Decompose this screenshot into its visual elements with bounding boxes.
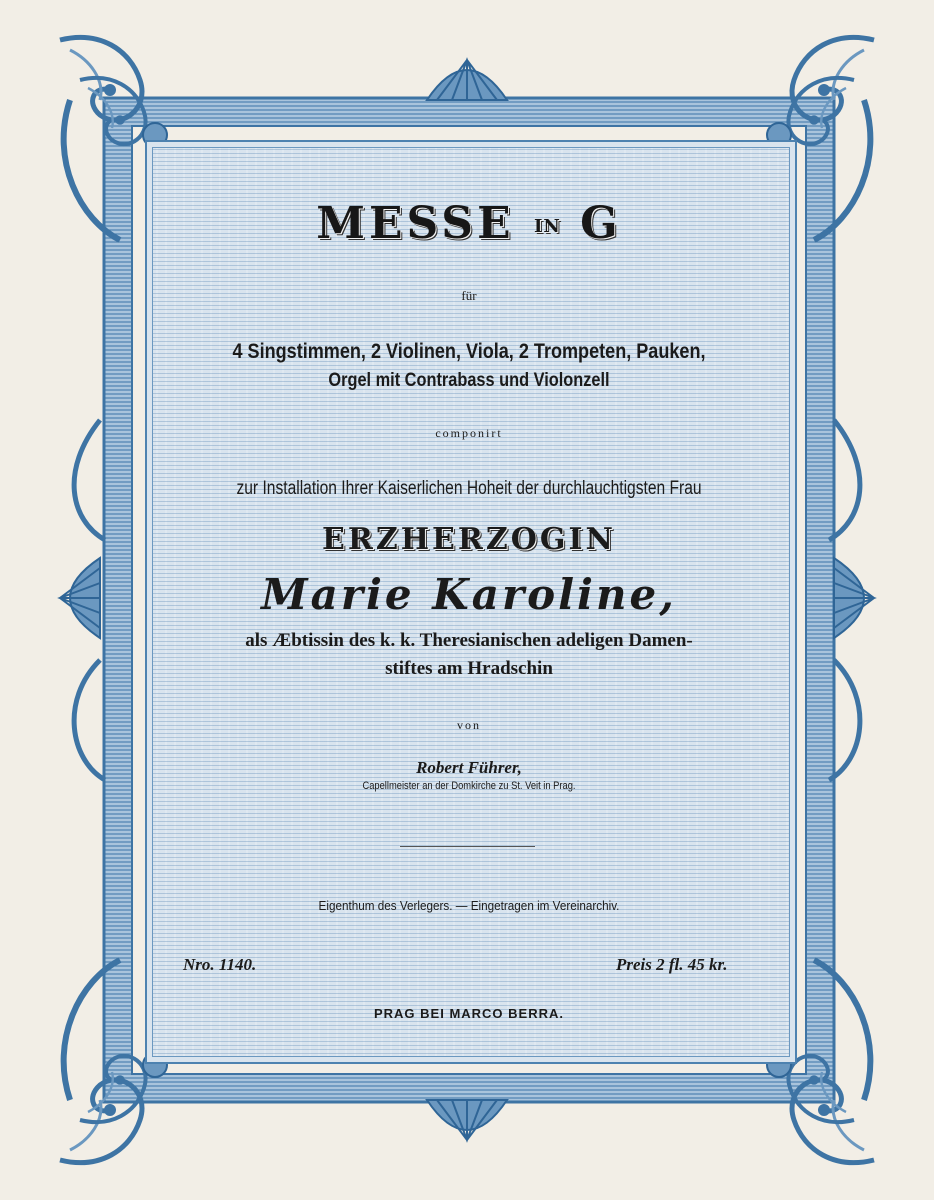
componirt-label: componirt — [435, 426, 503, 440]
divider-rule — [400, 846, 535, 847]
role-line-1: als Æbtissin des k. k. Theresianischen adeligen Damen- — [245, 630, 693, 651]
author-position: Capellmeister an der Domkirche zu St. Veit in Prag. — [362, 780, 576, 792]
shell-left — [60, 558, 100, 638]
leaf-left-upper — [74, 420, 105, 540]
dedication-line: zur Installation Ihrer Kaiserlichen Hoheit der durchlauchtigsten Frau — [236, 478, 702, 499]
fuer-label: für — [461, 288, 477, 303]
price: Preis 2 fl. 45 kr. — [616, 955, 728, 974]
role-line-2: stiftes am Hradschin — [385, 658, 553, 679]
catalog-number: Nro. 1140. — [183, 955, 257, 974]
copyright-notice: Eigenthum des Verlegers. — Eingetragen im Vereinarchiv. — [318, 898, 620, 913]
rank-title: ERZHERZOGIN — [322, 522, 616, 557]
work-title: MESSE IN G — [316, 198, 622, 249]
leaf-left-lower — [74, 660, 105, 780]
title-connector: IN — [533, 216, 561, 237]
publisher-imprint: PRAG BEI MARCO BERRA. — [373, 1006, 564, 1021]
title-key: G — [580, 198, 622, 249]
shell-top — [427, 60, 507, 100]
instruments-line-1: 4 Singstimmen, 2 Violinen, Viola, 2 Trompeten, Pauken, — [232, 340, 706, 363]
von-label: von — [457, 718, 481, 732]
shell-right — [834, 558, 874, 638]
dedicatee-name: Marie Karoline, — [261, 570, 677, 619]
author-name: Robert Führer, — [416, 758, 522, 777]
shell-bottom — [427, 1100, 507, 1140]
instruments-line-2: Orgel mit Contrabass und Violonzell — [328, 370, 610, 391]
